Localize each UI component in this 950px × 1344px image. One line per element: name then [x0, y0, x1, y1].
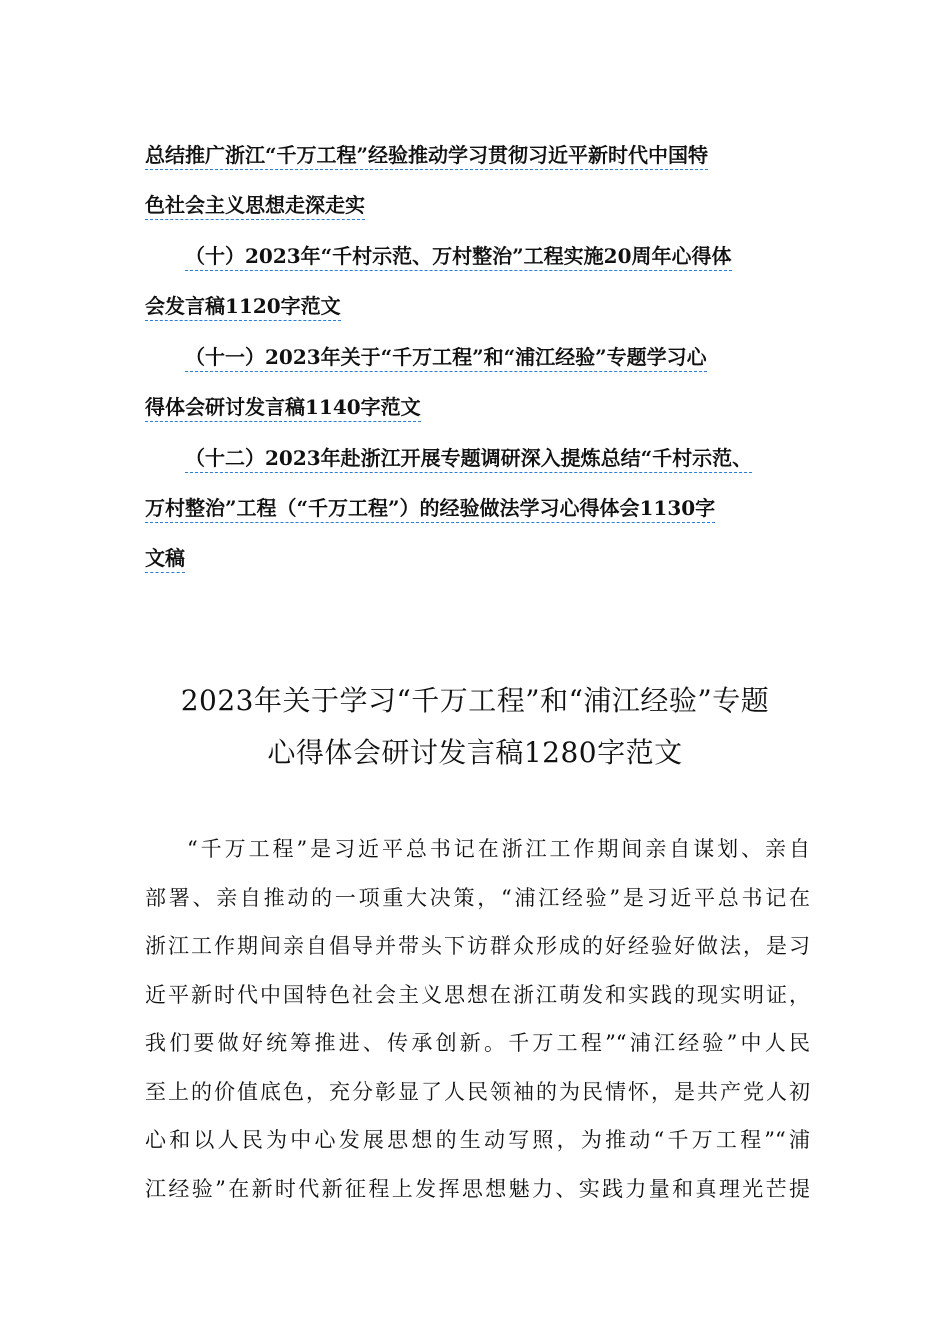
toc-link-line[interactable]: 色社会主义思想走深走实 [145, 180, 810, 230]
article-title-line: 心得体会研讨发言稿1280字范文 [267, 736, 683, 769]
body-line: 浙江工作期间亲自倡导并带头下访群众形成的好经验好做法，是习 [145, 934, 810, 958]
toc-link-line[interactable]: （十一）2023年关于“千万工程”和“浦江经验”专题学习心 [145, 332, 810, 382]
body-line: 至上的价值底色，充分彰显了人民领袖的为民情怀，是共产党人初 [145, 1079, 810, 1104]
article-body [145, 825, 810, 1213]
article-title-line: 2023年关于学习“千万工程”和“浦江经验”专题 [180, 684, 770, 717]
toc-item[interactable] [145, 332, 810, 432]
body-line: 近平新时代中国特色社会主义思想在浙江萌发和实践的现实明证， [145, 982, 810, 1007]
article-title [0, 675, 950, 779]
toc-link-line[interactable]: 会发言稿1120字范文 [145, 281, 810, 331]
toc-item[interactable] [145, 433, 810, 583]
toc-item[interactable] [145, 130, 810, 230]
body-line: 我们要做好统筹推进、传承创新。千万工程”“浦江经验”中人民 [145, 1031, 810, 1055]
body-line: 部署、亲自推动的一项重大决策，“浦江经验”是习近平总书记在 [145, 885, 810, 910]
toc-link-line[interactable]: 得体会研讨发言稿1140字范文 [145, 382, 810, 432]
toc-link-line[interactable]: （十二）2023年赴浙江开展专题调研深入提炼总结“千村示范、 [145, 433, 810, 483]
toc-link-line[interactable]: （十）2023年“千村示范、万村整治”工程实施20周年心得体 [145, 231, 810, 281]
toc-item[interactable] [145, 231, 810, 331]
body-line: 江经验”在新时代新征程上发挥思想魅力、实践力量和真理光芒提 [145, 1176, 810, 1201]
toc-link-line[interactable]: 总结推广浙江“千万工程”经验推动学习贯彻习近平新时代中国特 [145, 130, 810, 180]
body-line: “千万工程”是习近平总书记在浙江工作期间亲自谋划、亲自 [187, 837, 810, 861]
body-line: 心和以人民为中心发展思想的生动写照，为推动“千万工程”“浦 [145, 1128, 810, 1152]
table-of-contents [145, 130, 810, 584]
toc-link-line[interactable]: 文稿 [145, 533, 810, 583]
toc-link-line[interactable]: 万村整治”工程（“千万工程”）的经验做法学习心得体会1130字 [145, 483, 810, 533]
